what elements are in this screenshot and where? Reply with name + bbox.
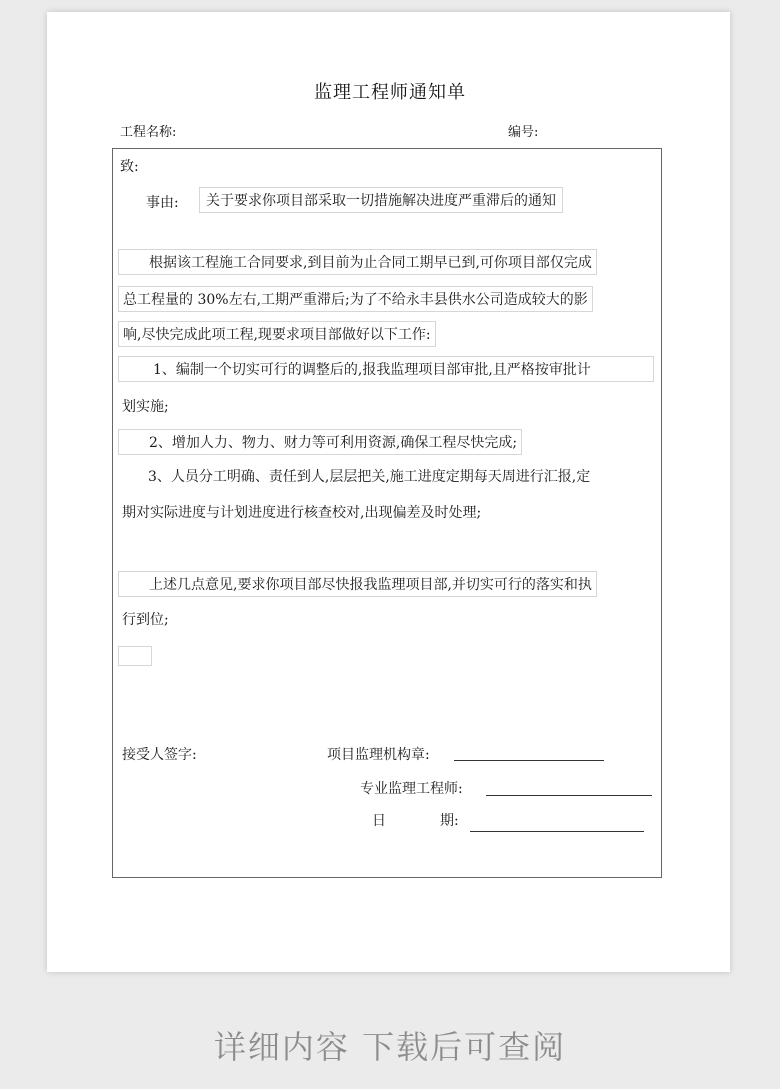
to-label: 致: — [120, 159, 139, 175]
project-name-label: 工程名称: — [120, 125, 177, 140]
org-seal-line — [454, 760, 604, 761]
body-line-2: 总工程量的 30%左右,工期严重滞后;为了不给永丰县供水公司造成较大的影 — [118, 286, 593, 312]
closing-line-2: 行到位; — [122, 612, 169, 628]
item-1-line-1: 1、编制一个切实可行的调整后的,报我监理项目部审批,且严格按审批计 — [118, 356, 654, 382]
item-3-line-2: 期对实际进度与计划进度进行核查校对,出现偏差及时处理; — [122, 505, 482, 521]
receiver-signature-label: 接受人签字: — [122, 747, 197, 763]
item-1-line-2: 划实施; — [122, 399, 169, 415]
engineer-label: 专业监理工程师: — [360, 781, 463, 797]
document-title: 监理工程师通知单 — [314, 82, 466, 103]
closing-line-1: 上述几点意见,要求你项目部尽快报我监理项目部,并切实可行的落实和执 — [118, 571, 597, 597]
footer-caption: 详细内容 下载后可查阅 — [213, 1028, 567, 1066]
reason-label: 事由: — [146, 195, 179, 211]
engineer-signature-line — [486, 795, 652, 796]
date-label-part-2: 期: — [440, 813, 459, 829]
body-line-1: 根据该工程施工合同要求,到目前为止合同工期早已到,可你项目部仅完成 — [118, 249, 597, 275]
reason-value-field: 关于要求你项目部采取一切措施解决进度严重滞后的通知 — [199, 187, 563, 213]
date-label-part-1: 日 — [372, 813, 386, 829]
item-2: 2、增加人力、物力、财力等可利用资源,确保工程尽快完成; — [118, 429, 522, 455]
body-line-3: 响,尽快完成此项工程,现要求项目部做好以下工作: — [118, 321, 436, 347]
number-label: 编号: — [508, 125, 539, 140]
empty-text-box — [118, 646, 152, 666]
date-line — [470, 831, 644, 832]
item-3-line-1: 3、人员分工明确、责任到人,层层把关,施工进度定期每天周进行汇报,定 — [148, 469, 591, 485]
org-seal-label: 项目监理机构章: — [327, 747, 430, 763]
